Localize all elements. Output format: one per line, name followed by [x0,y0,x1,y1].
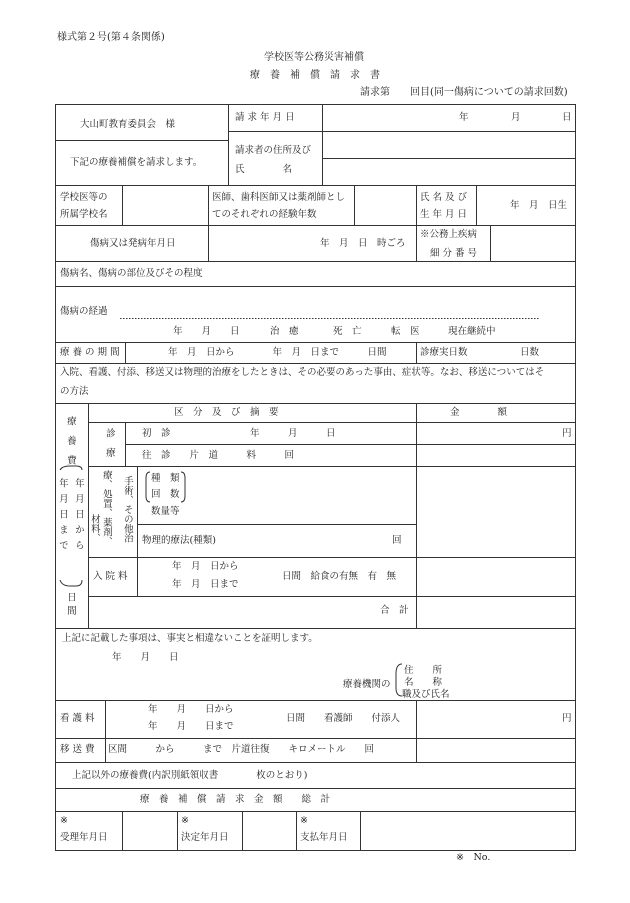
nursing-label: 看 護 料 [60,713,95,724]
disease-class-1: ※公務上疾病 [420,229,478,240]
course-option-died: 死 亡 [333,326,362,337]
nursing-detail: 日間 看護師 付添人 [286,713,401,724]
payment-mark: ※ [300,815,308,826]
period-col-to: 年月日まで [56,478,68,556]
claim-date-year: 年 [459,112,469,123]
first-visit-yen: 円 [562,428,572,439]
disease-class-2: 細 分 番 号 [430,248,478,259]
course-option-date: 年 月 日 [173,326,240,337]
period-col-from: 年月日から [72,478,84,556]
claim-date-month: 月 [511,112,521,123]
certification-date: 年 月 日 [112,652,179,663]
onset-value: 年 月 日 時ごろ [320,238,406,249]
quantity-label: 数量等 [151,506,180,517]
claimant-name-label: 氏 名 [235,164,293,175]
course-label: 傷病の経過 [60,306,108,317]
claim-date-day: 日 [562,112,572,123]
treatment-label: 療、処置、薬剤、 [100,470,112,546]
physical-therapy-times: 回 [392,535,402,546]
decision-label: 決定年月日 [181,832,229,843]
institution-name: 名 称 [404,677,443,688]
onset-label: 傷病又は発病年月日 [90,238,176,249]
house-call: 往 診 片 道 料 回 [142,450,295,461]
other-expense: 上記以外の療養費(内訳別紙領収書 枚のとおり) [72,770,308,781]
nursing-yen: 円 [562,713,572,724]
hospitalization-label: 入 院 料 [93,571,128,582]
subtotal-label: 合 計 [380,605,409,616]
request-text: 下記の療養補償を請求します。 [70,157,203,168]
payment-label: 支払年月日 [300,832,348,843]
footer-number: ※ No. [456,852,491,863]
institution-rep: 職及び氏名 [402,689,450,700]
form-title: 学校医等公務災害補償 [264,52,364,63]
name-birth-label-2: 生 年 月 日 [420,209,468,220]
type-label: 種 類 [151,473,180,484]
hospital-reason-2: の方法 [60,386,89,397]
course-option-transfer: 転 医 [391,326,420,337]
experience-label-1: 医師、歯科医師又は薬剤師とし [212,192,346,203]
receipt-mark: ※ [60,815,68,826]
addressee: 大山町教育委員会 様 [80,119,176,130]
form-number: 様式第２号(第４条関係) [57,32,165,43]
meal-text: 日間 給食の有無 有 無 [282,571,397,582]
total-label: 療 養 補 償 請 求 金 額 総 計 [140,794,331,805]
birth-value: 年 月 日生 [510,200,568,211]
hosp-to: 年 月 日まで [172,579,239,590]
count-label: 回 数 [151,489,180,500]
physical-therapy: 物理的療法(種類) [142,535,216,546]
nursing-to: 年 月 日まで [148,721,234,732]
injury-label: 傷病名、傷病の部位及びその程度 [60,268,203,279]
school-label-1: 学校医等の [60,192,108,203]
exam-label: 診療 [103,428,115,467]
first-visit: 初 診 [142,428,171,439]
course-option-cured: 治 癒 [270,326,299,337]
period-days: 日間 [64,592,76,619]
name-birth-label-1: 氏 名 及 び [420,192,468,203]
school-label-2: 所属学校名 [60,209,108,220]
decision-mark: ※ [181,815,189,826]
table-header-desc: 区 分 及 び 摘 要 [174,407,279,418]
table-header-amount: 金 額 [450,407,508,418]
treatment-period-label: 療 養 の 期 間 [60,347,120,358]
transport-label: 移 送 費 [60,744,95,755]
receipt-label: 受理年月日 [60,832,108,843]
institution-label: 療養機関の [343,679,391,690]
actual-days-unit: 日数 [520,347,540,358]
form-subtitle: 療 養 補 償 請 求 書 [250,70,380,81]
surgery-label: 手術、その他治 [121,476,133,543]
hospital-reason: 入院、看護、付添、移送又は物理的治療をしたときは、その必要のあった事由、症状等。なお、移送についてはそ [60,367,545,378]
actual-days-label: 診療実日数 [420,347,468,358]
certification-text: 上記に記載した事項は、事実と相違ないことを証明します。 [62,633,318,644]
first-visit-date: 年 月 日 [250,428,336,439]
claim-date-label: 請 求 年 月 日 [235,112,295,123]
nursing-from: 年 月 日から [148,704,234,715]
transport-detail: 区間 から まで 片道往復 キロメートル 回 [108,744,375,755]
material-label: 材料、 [88,514,100,543]
claimant-address-label: 請求者の住所及び [235,145,312,156]
course-option-continuing: 現在継続中 [448,326,496,337]
experience-label-2: てのそれぞれの経験年数 [212,209,317,220]
institution-address: 住 所 [404,665,443,676]
claim-count: 請求第 回目(同一傷病についての請求回数) [360,87,568,98]
treatment-period-value: 年 月 日から 年 月 日まで 日間 [168,347,387,358]
hosp-from: 年 月 日から [172,561,239,572]
expense-side-label: 療養費 [64,416,76,475]
